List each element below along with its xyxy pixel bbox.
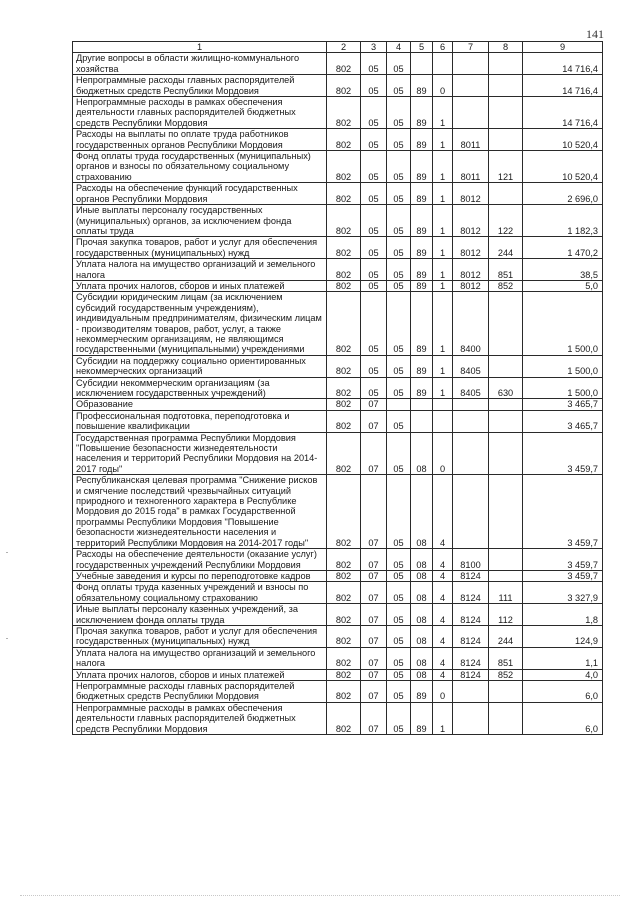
row-code-6: 1 (433, 205, 453, 237)
table-row (73, 75, 603, 97)
row-code-8: 112 (489, 604, 523, 626)
row-code-4: 05 (387, 669, 411, 680)
table-row (73, 237, 603, 259)
row-code-8 (489, 410, 523, 432)
column-header: 3 (361, 42, 387, 53)
table-row (73, 680, 603, 702)
row-code-3: 07 (361, 432, 387, 475)
row-code-5: 89 (411, 237, 433, 259)
page-number: 141 (586, 27, 604, 41)
row-code-7: 8124 (453, 570, 489, 581)
row-code-3: 07 (361, 669, 387, 680)
row-code-7 (453, 475, 489, 549)
row-code-5: 89 (411, 377, 433, 399)
row-code-3: 05 (361, 259, 387, 281)
row-code-6 (433, 53, 453, 75)
row-amount: 6,0 (523, 702, 603, 734)
row-code-2: 802 (327, 669, 361, 680)
column-header: 4 (387, 42, 411, 53)
row-code-6 (433, 399, 453, 410)
row-code-5: 89 (411, 205, 433, 237)
row-code-3: 07 (361, 399, 387, 410)
row-code-5: 08 (411, 669, 433, 680)
row-code-6: 4 (433, 647, 453, 669)
column-header: 1 (73, 42, 327, 53)
row-code-3: 07 (361, 582, 387, 604)
table-row (73, 582, 603, 604)
row-code-6: 4 (433, 549, 453, 571)
table-row (73, 625, 603, 647)
row-description: Прочая закупка товаров, работ и услуг для обеспечения государственных (муниципальных) нужд (73, 237, 327, 259)
row-code-8: 122 (489, 205, 523, 237)
row-amount: 5,0 (523, 280, 603, 291)
table-row (73, 129, 603, 151)
row-code-2: 802 (327, 549, 361, 571)
row-amount: 124,9 (523, 625, 603, 647)
row-description: Уплата прочих налогов, сборов и иных платежей (73, 280, 327, 291)
row-code-8: 244 (489, 237, 523, 259)
row-code-6: 1 (433, 259, 453, 281)
row-description: Субсидии некоммерческим организациям (за исключением государственных учреждений) (73, 377, 327, 399)
row-code-6: 1 (433, 377, 453, 399)
row-amount: 1 182,3 (523, 205, 603, 237)
scan-mark (6, 552, 8, 553)
row-code-8 (489, 292, 523, 355)
row-code-4: 05 (387, 647, 411, 669)
row-code-5: 08 (411, 582, 433, 604)
row-description: Расходы на обеспечение функций государственных органов Республики Мордовия (73, 183, 327, 205)
row-code-6: 1 (433, 702, 453, 734)
row-code-6: 1 (433, 183, 453, 205)
row-code-4: 05 (387, 259, 411, 281)
row-code-7: 8011 (453, 151, 489, 183)
row-code-5: 89 (411, 129, 433, 151)
row-code-4: 05 (387, 151, 411, 183)
row-description: Непрограммные расходы в рамках обеспечения деятельности главных распорядителей бюджетных средств Республики Мордовия (73, 97, 327, 129)
row-code-4: 05 (387, 205, 411, 237)
row-code-4: 05 (387, 75, 411, 97)
table-row (73, 377, 603, 399)
row-code-2: 802 (327, 582, 361, 604)
table-row (73, 292, 603, 355)
row-code-3: 05 (361, 377, 387, 399)
row-description: Иные выплаты персоналу казенных учреждений, за исключением фонда оплаты труда (73, 604, 327, 626)
scan-mark (6, 638, 8, 639)
row-code-8: 244 (489, 625, 523, 647)
row-code-3: 07 (361, 410, 387, 432)
row-code-8: 121 (489, 151, 523, 183)
row-code-2: 802 (327, 377, 361, 399)
row-code-3: 07 (361, 549, 387, 571)
table-row (73, 53, 603, 75)
row-code-6: 1 (433, 129, 453, 151)
table-row (73, 604, 603, 626)
row-code-6: 1 (433, 237, 453, 259)
row-code-6 (433, 410, 453, 432)
row-code-3: 05 (361, 355, 387, 377)
row-code-7: 8100 (453, 549, 489, 571)
row-code-5: 08 (411, 570, 433, 581)
row-code-6: 4 (433, 582, 453, 604)
row-code-8 (489, 570, 523, 581)
row-code-2: 802 (327, 702, 361, 734)
row-code-2: 802 (327, 237, 361, 259)
row-code-6: 0 (433, 432, 453, 475)
row-code-8: 852 (489, 280, 523, 291)
row-code-3: 07 (361, 625, 387, 647)
row-code-5: 89 (411, 280, 433, 291)
row-code-2: 802 (327, 432, 361, 475)
table-row (73, 205, 603, 237)
row-code-8 (489, 53, 523, 75)
row-code-5: 08 (411, 647, 433, 669)
row-code-3: 05 (361, 97, 387, 129)
row-description: Другие вопросы в области жилищно-коммунального хозяйства (73, 53, 327, 75)
row-description: Профессиональная подготовка, переподготовка и повышение квалификации (73, 410, 327, 432)
row-code-2: 802 (327, 647, 361, 669)
row-code-4: 05 (387, 570, 411, 581)
row-amount: 10 520,4 (523, 129, 603, 151)
row-amount: 1 470,2 (523, 237, 603, 259)
table-row (73, 475, 603, 549)
row-code-3: 05 (361, 205, 387, 237)
row-code-5: 89 (411, 702, 433, 734)
row-code-2: 802 (327, 259, 361, 281)
table-row (73, 432, 603, 475)
row-code-2: 802 (327, 280, 361, 291)
row-code-3: 05 (361, 237, 387, 259)
row-code-4: 05 (387, 129, 411, 151)
table-row (73, 647, 603, 669)
row-code-2: 802 (327, 604, 361, 626)
column-header: 9 (523, 42, 603, 53)
row-amount: 1 500,0 (523, 355, 603, 377)
row-code-8 (489, 475, 523, 549)
row-code-3: 07 (361, 604, 387, 626)
table-row (73, 97, 603, 129)
row-code-7 (453, 399, 489, 410)
row-code-7 (453, 410, 489, 432)
row-code-4: 05 (387, 475, 411, 549)
column-header: 6 (433, 42, 453, 53)
row-code-5: 89 (411, 680, 433, 702)
table-row (73, 410, 603, 432)
row-amount: 3 459,7 (523, 432, 603, 475)
row-code-4: 05 (387, 582, 411, 604)
table-row (73, 549, 603, 571)
row-description: Уплата прочих налогов, сборов и иных платежей (73, 669, 327, 680)
row-code-2: 802 (327, 399, 361, 410)
row-code-4: 05 (387, 625, 411, 647)
row-code-7: 8124 (453, 647, 489, 669)
row-code-3: 05 (361, 183, 387, 205)
row-code-4: 05 (387, 377, 411, 399)
row-code-2: 802 (327, 355, 361, 377)
row-code-7: 8012 (453, 237, 489, 259)
column-header: 5 (411, 42, 433, 53)
row-amount: 1 500,0 (523, 292, 603, 355)
row-code-4: 05 (387, 183, 411, 205)
row-code-4: 05 (387, 549, 411, 571)
row-code-2: 802 (327, 570, 361, 581)
row-amount: 10 520,4 (523, 151, 603, 183)
row-amount: 2 696,0 (523, 183, 603, 205)
row-description: Расходы на выплаты по оплате труда работников государственных органов Республики Мордовия (73, 129, 327, 151)
row-code-7 (453, 432, 489, 475)
row-code-6: 1 (433, 280, 453, 291)
row-code-7: 8012 (453, 205, 489, 237)
row-code-7: 8012 (453, 183, 489, 205)
row-amount: 3 459,7 (523, 475, 603, 549)
row-code-4 (387, 399, 411, 410)
row-code-2: 802 (327, 205, 361, 237)
row-description: Субсидии на поддержку социально ориентированных некоммерческих организаций (73, 355, 327, 377)
row-amount: 1,1 (523, 647, 603, 669)
row-description: Учебные заведения и курсы по переподготовке кадров (73, 570, 327, 581)
row-code-6: 1 (433, 97, 453, 129)
row-code-5 (411, 410, 433, 432)
column-header: 8 (489, 42, 523, 53)
row-code-3: 07 (361, 570, 387, 581)
row-code-8 (489, 183, 523, 205)
row-code-7 (453, 97, 489, 129)
row-code-6: 1 (433, 151, 453, 183)
row-code-8 (489, 399, 523, 410)
row-code-5: 08 (411, 604, 433, 626)
row-code-8 (489, 432, 523, 475)
table-row (73, 151, 603, 183)
row-code-3: 05 (361, 75, 387, 97)
row-code-6: 1 (433, 355, 453, 377)
row-description: Прочая закупка товаров, работ и услуг для обеспечения государственных (муниципальных) нужд (73, 625, 327, 647)
row-code-6: 4 (433, 570, 453, 581)
row-code-3: 07 (361, 647, 387, 669)
row-code-6: 4 (433, 625, 453, 647)
row-code-7: 8011 (453, 129, 489, 151)
row-amount: 14 716,4 (523, 53, 603, 75)
row-code-6: 4 (433, 475, 453, 549)
row-description: Образование (73, 399, 327, 410)
row-code-2: 802 (327, 475, 361, 549)
row-code-7: 8012 (453, 259, 489, 281)
row-code-5: 89 (411, 259, 433, 281)
row-code-7 (453, 53, 489, 75)
row-code-8: 851 (489, 259, 523, 281)
row-amount: 14 716,4 (523, 75, 603, 97)
row-description: Иные выплаты персоналу государственных (муниципальных) органов, за исключением фонда оплаты труда (73, 205, 327, 237)
row-code-7 (453, 702, 489, 734)
table-row (73, 702, 603, 734)
row-code-8 (489, 75, 523, 97)
row-code-8 (489, 680, 523, 702)
row-description: Государственная программа Республики Мордовия "Повышение безопасности жизнедеятельности населения и территорий Республики Мордовия на 2014-2017 годы" (73, 432, 327, 475)
row-code-5: 08 (411, 475, 433, 549)
row-amount: 3 459,7 (523, 570, 603, 581)
row-code-7: 8124 (453, 604, 489, 626)
row-code-8 (489, 129, 523, 151)
row-code-2: 802 (327, 625, 361, 647)
row-amount: 14 716,4 (523, 97, 603, 129)
row-code-6: 4 (433, 604, 453, 626)
row-code-6: 4 (433, 669, 453, 680)
table-body (73, 42, 603, 735)
row-code-4: 05 (387, 680, 411, 702)
row-code-5: 89 (411, 75, 433, 97)
row-code-7: 8012 (453, 280, 489, 291)
row-description: Фонд оплаты труда государственных (муниципальных) органов и взносы по обязательному социальному страхованию (73, 151, 327, 183)
row-code-8 (489, 702, 523, 734)
row-code-5: 89 (411, 97, 433, 129)
row-code-5: 89 (411, 355, 433, 377)
row-description: Непрограммные расходы главных распорядителей бюджетных средств Республики Мордовия (73, 75, 327, 97)
table-row (73, 355, 603, 377)
row-code-4: 05 (387, 292, 411, 355)
row-code-4: 05 (387, 53, 411, 75)
row-description: Республиканская целевая программа "Снижение рисков и смягчение последствий чрезвычайных ситуаций природного и техногенного характера в Республике Мордовия до 2015 года" в рамках Государственной программы Республики Мордовия "Повышение безопасности жизнедеятельности населения и территорий Республики Мордовия на 2014-2017 годы" (73, 475, 327, 549)
row-amount: 6,0 (523, 680, 603, 702)
row-code-8: 851 (489, 647, 523, 669)
row-amount: 3 465,7 (523, 399, 603, 410)
row-code-5 (411, 53, 433, 75)
row-code-5: 08 (411, 432, 433, 475)
row-code-2: 802 (327, 292, 361, 355)
row-code-4: 05 (387, 702, 411, 734)
row-code-4: 05 (387, 237, 411, 259)
column-header: 2 (327, 42, 361, 53)
row-amount: 3 459,7 (523, 549, 603, 571)
row-code-5: 08 (411, 549, 433, 571)
table-row (73, 259, 603, 281)
row-description: Уплата налога на имущество организаций и земельного налога (73, 647, 327, 669)
row-code-7 (453, 75, 489, 97)
row-code-3: 05 (361, 151, 387, 183)
row-amount: 1,8 (523, 604, 603, 626)
row-code-8: 630 (489, 377, 523, 399)
column-header: 7 (453, 42, 489, 53)
row-code-4: 05 (387, 432, 411, 475)
row-code-5: 08 (411, 625, 433, 647)
row-code-4: 05 (387, 604, 411, 626)
row-code-4: 05 (387, 410, 411, 432)
row-code-2: 802 (327, 129, 361, 151)
row-code-2: 802 (327, 183, 361, 205)
row-code-7: 8400 (453, 292, 489, 355)
row-code-7 (453, 680, 489, 702)
row-amount: 3 327,9 (523, 582, 603, 604)
table-header-row (73, 42, 603, 53)
row-code-2: 802 (327, 97, 361, 129)
row-code-4: 05 (387, 355, 411, 377)
table-row (73, 280, 603, 291)
row-code-3: 05 (361, 280, 387, 291)
row-description: Расходы на обеспечение деятельности (оказание услуг) государственных учреждений Республики Мордовия (73, 549, 327, 571)
row-code-2: 802 (327, 75, 361, 97)
row-description: Непрограммные расходы в рамках обеспечения деятельности главных распорядителей бюджетных средств Республики Мордовия (73, 702, 327, 734)
table-row (73, 399, 603, 410)
row-code-6: 0 (433, 75, 453, 97)
row-code-7: 8124 (453, 669, 489, 680)
row-description: Субсидии юридическим лицам (за исключением субсидий государственным учреждениям), индивидуальным предпринимателям, физическим лицам - производителям товаров, работ, услуг, а также некоммерческим организациям, не являющимся государственными (муниципальными) учреждениями (73, 292, 327, 355)
row-code-2: 802 (327, 151, 361, 183)
row-code-3: 05 (361, 129, 387, 151)
scan-edge-artifact (20, 893, 620, 896)
table-row (73, 570, 603, 581)
row-description: Непрограммные расходы главных распорядителей бюджетных средств Республики Мордовия (73, 680, 327, 702)
row-code-8 (489, 355, 523, 377)
row-description: Фонд оплаты труда казенных учреждений и взносы по обязательному социальному страхованию (73, 582, 327, 604)
row-code-8: 852 (489, 669, 523, 680)
row-amount: 1 500,0 (523, 377, 603, 399)
row-code-5: 89 (411, 292, 433, 355)
row-code-5: 89 (411, 151, 433, 183)
row-code-8 (489, 97, 523, 129)
row-code-3: 05 (361, 53, 387, 75)
row-code-2: 802 (327, 410, 361, 432)
table-row (73, 183, 603, 205)
row-code-7: 8405 (453, 355, 489, 377)
row-code-3: 05 (361, 292, 387, 355)
row-code-6: 0 (433, 680, 453, 702)
row-code-4: 05 (387, 280, 411, 291)
row-code-3: 07 (361, 680, 387, 702)
row-code-8: 111 (489, 582, 523, 604)
row-code-5: 89 (411, 183, 433, 205)
table-row (73, 669, 603, 680)
budget-table (72, 41, 603, 735)
row-code-4: 05 (387, 97, 411, 129)
row-code-3: 07 (361, 702, 387, 734)
row-amount: 4,0 (523, 669, 603, 680)
row-code-8 (489, 549, 523, 571)
row-code-5 (411, 399, 433, 410)
row-amount: 38,5 (523, 259, 603, 281)
row-code-2: 802 (327, 680, 361, 702)
row-code-2: 802 (327, 53, 361, 75)
row-code-3: 07 (361, 475, 387, 549)
row-amount: 3 465,7 (523, 410, 603, 432)
row-code-6: 1 (433, 292, 453, 355)
row-code-7: 8124 (453, 582, 489, 604)
row-code-7: 8405 (453, 377, 489, 399)
row-code-7: 8124 (453, 625, 489, 647)
row-description: Уплата налога на имущество организаций и земельного налога (73, 259, 327, 281)
